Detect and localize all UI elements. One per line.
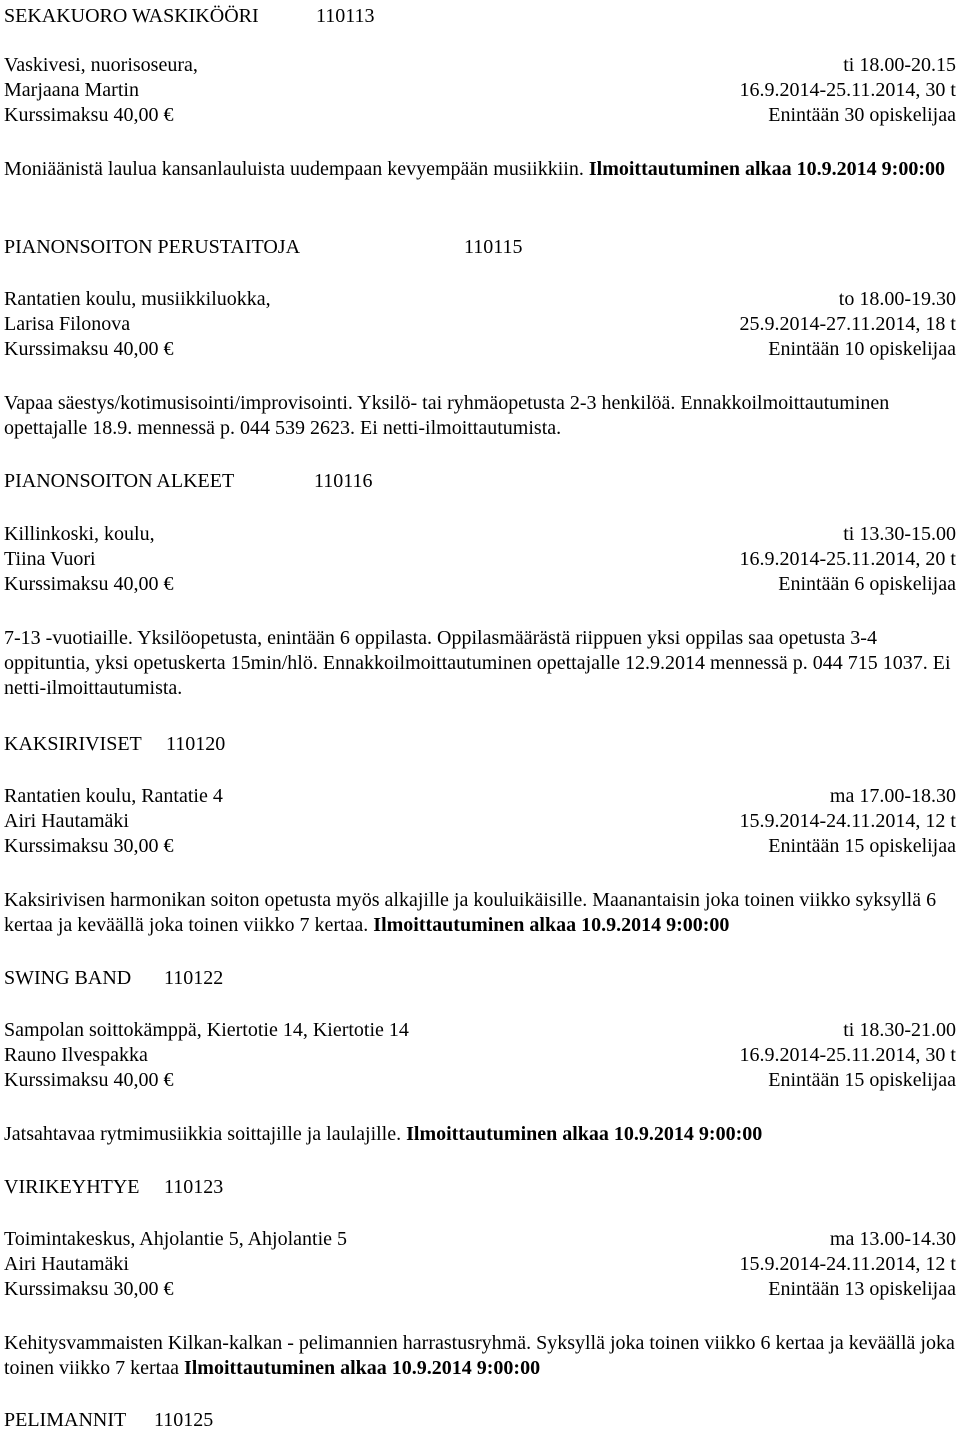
course-max-students: Enintään 30 opiskelijaa <box>768 104 956 126</box>
course-code: 110122 <box>164 967 224 989</box>
course-teacher: Rauno Ilvespakka <box>4 1044 148 1066</box>
course-location: Rantatien koulu, Rantatie 4 <box>4 785 223 807</box>
course-location: Toimintakeskus, Ahjolantie 5, Ahjolantie 5 <box>4 1228 348 1250</box>
course-title: PELIMANNIT <box>4 1409 127 1431</box>
course-max-students: Enintään 10 opiskelijaa <box>768 338 956 360</box>
registration-note: Ilmoittautuminen alkaa 10.9.2014 9:00:00 <box>183 1357 541 1379</box>
course-time: ma 13.00-14.30 <box>829 1228 956 1250</box>
description-text: 7-13 -vuotiaille. Yksilöopetusta, enintään 6 oppilasta. Oppilasmäärästä riippuen yksi oppilas saa opetusta 3-4 oppituntia, yksi opetuskerta 15min/hlö. Ennakkoilmoittautuminen opettajalle 12.9.2014 mennessä p. 044 715 1037. Ei netti-ilmoittautumista. <box>4 627 951 699</box>
course-code: 110113 <box>316 5 375 27</box>
course-description <box>4 1122 956 1147</box>
description-text: Jatsahtavaa rytmimusiikkia soittajille ja laulajille. <box>4 1123 407 1145</box>
course-dates: 16.9.2014-25.11.2014, 30 t <box>739 79 956 101</box>
course-dates: 15.9.2014-24.11.2014, 12 t <box>739 810 956 832</box>
course-location: Killinkoski, koulu, <box>4 523 155 545</box>
course-time: ti 13.30-15.00 <box>843 523 956 545</box>
course-title: SWING BAND <box>4 967 132 989</box>
course-dates: 25.9.2014-27.11.2014, 18 t <box>739 313 956 335</box>
course-code: 110123 <box>164 1176 224 1198</box>
course-location: Sampolan soittokämppä, Kiertotie 14, Kiertotie 14 <box>4 1019 409 1041</box>
description-text: Vapaa säestys/kotimusisointi/improvisointi. Yksilö- tai ryhmäopetusta 2-3 henkilöä. Ennakkoilmoittautuminen opettajalle 18.9. mennessä p. 044 539 2623. Ei netti-ilmoittautumista. <box>4 392 890 439</box>
description-text: Moniäänistä laulua kansanlauluista uudempaan kevyempään musiikkiin. <box>4 158 589 180</box>
course-description <box>4 626 956 701</box>
course-teacher: Marjaana Martin <box>4 79 139 101</box>
course-details <box>4 522 956 597</box>
course-max-students: Enintään 13 opiskelijaa <box>768 1278 956 1300</box>
course-details <box>4 784 956 859</box>
course-details <box>4 287 956 362</box>
course-title-row <box>4 1408 956 1433</box>
course-location: Rantatien koulu, musiikkiluokka, <box>4 288 271 310</box>
course-teacher: Tiina Vuori <box>4 548 96 570</box>
course-max-students: Enintään 15 opiskelijaa <box>768 1069 956 1091</box>
course-title-row <box>4 1175 956 1200</box>
course-teacher: Airi Hautamäki <box>4 1253 129 1275</box>
course-fee: Kurssimaksu 40,00 € <box>4 573 174 595</box>
course-dates: 16.9.2014-25.11.2014, 30 t <box>739 1044 956 1066</box>
course-time: ma 17.00-18.30 <box>829 785 956 807</box>
course-details <box>4 1227 956 1302</box>
course-max-students: Enintään 15 opiskelijaa <box>768 835 956 857</box>
registration-note: Ilmoittautuminen alkaa 10.9.2014 9:00:00 <box>588 158 945 180</box>
course-title: SEKAKUORO WASKIKÖÖRI <box>4 5 259 27</box>
course-title: PIANONSOITON PERUSTAITOJA <box>4 236 301 258</box>
course-time: to 18.00-19.30 <box>838 288 956 310</box>
course-title: VIRIKEYHTYE <box>4 1176 140 1198</box>
course-description <box>4 1331 956 1381</box>
course-title-row <box>4 235 956 260</box>
course-title-row <box>4 732 956 757</box>
course-description <box>4 157 956 182</box>
course-details <box>4 1018 956 1093</box>
course-max-students: Enintään 6 opiskelijaa <box>778 573 956 595</box>
course-fee: Kurssimaksu 40,00 € <box>4 104 174 126</box>
description-text: Kaksirivisen harmonikan soiton opetusta myös alkajille ja kouluikäisille. Maanantaisin joka toinen viikko syksyllä 6 kertaa ja keväällä joka toinen viikko 7 kertaa. <box>4 889 937 936</box>
course-fee: Kurssimaksu 30,00 € <box>4 1278 174 1300</box>
course-title-row <box>4 4 956 29</box>
registration-note: Ilmoittautuminen alkaa 10.9.2014 9:00:00 <box>373 914 730 936</box>
course-code: 110116 <box>314 470 373 492</box>
description-text: Kehitysvammaisten Kilkan-kalkan - pelimannien harrastusryhmä. Syksyllä joka toinen viikko 6 kertaa ja keväällä joka toinen viikko 7 kertaa <box>4 1332 955 1379</box>
course-description <box>4 888 956 938</box>
course-title-row <box>4 469 956 494</box>
course-fee: Kurssimaksu 40,00 € <box>4 338 174 360</box>
course-dates: 15.9.2014-24.11.2014, 12 t <box>739 1253 956 1275</box>
course-description <box>4 391 956 441</box>
course-code: 110125 <box>154 1409 214 1431</box>
course-teacher: Airi Hautamäki <box>4 810 129 832</box>
course-details <box>4 53 956 128</box>
registration-note: Ilmoittautuminen alkaa 10.9.2014 9:00:00 <box>406 1123 763 1145</box>
course-location: Vaskivesi, nuorisoseura, <box>4 54 198 76</box>
course-title: PIANONSOITON ALKEET <box>4 470 235 492</box>
course-time: ti 18.00-20.15 <box>843 54 956 76</box>
course-title-row <box>4 966 956 991</box>
course-code: 110120 <box>166 733 226 755</box>
course-title: KAKSIRIVISET <box>4 733 142 755</box>
course-fee: Kurssimaksu 40,00 € <box>4 1069 174 1091</box>
course-time: ti 18.30-21.00 <box>843 1019 956 1041</box>
course-fee: Kurssimaksu 30,00 € <box>4 835 174 857</box>
course-dates: 16.9.2014-25.11.2014, 20 t <box>739 548 956 570</box>
course-teacher: Larisa Filonova <box>4 313 131 335</box>
course-code: 110115 <box>464 236 523 258</box>
